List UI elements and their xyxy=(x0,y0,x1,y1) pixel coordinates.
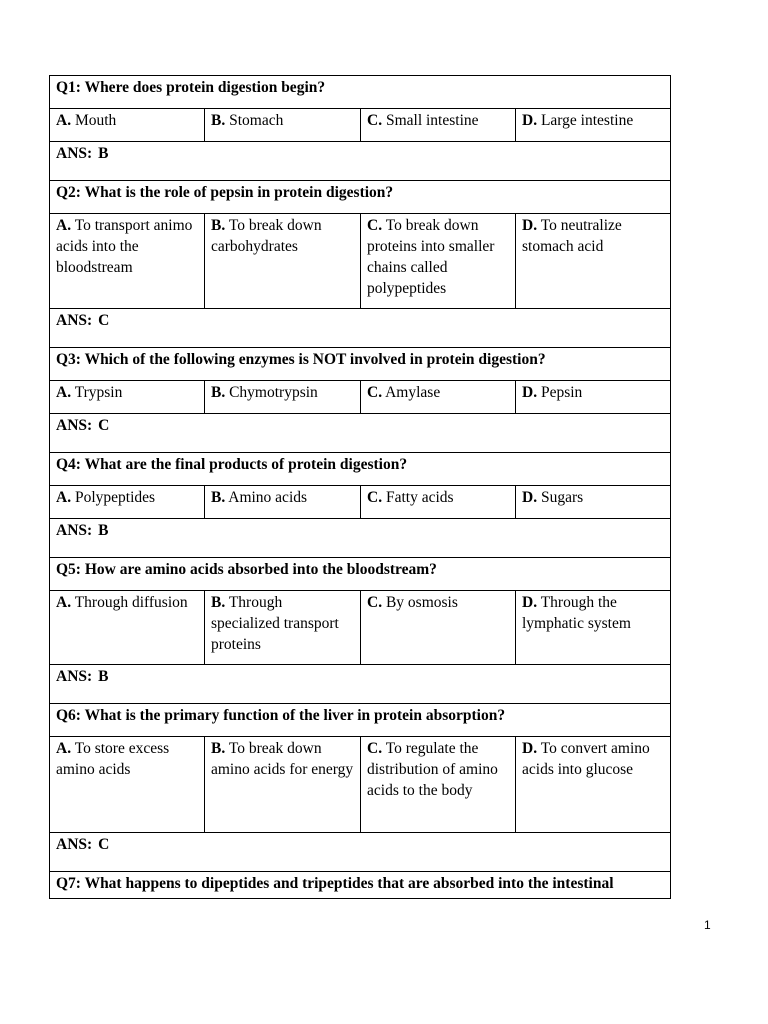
option-b: B. Through specialized transport proteins xyxy=(205,591,361,665)
option-a: A. To transport animo acids into the bloodstream xyxy=(50,214,205,309)
option-a: A. Mouth xyxy=(50,109,205,142)
question-text: Q7: What happens to dipeptides and tripeptides that are absorbed into the intestinal xyxy=(50,872,671,899)
options-row xyxy=(50,109,671,142)
option-a: A. Trypsin xyxy=(50,381,205,414)
options-row xyxy=(50,591,671,665)
option-b: B. To break down carbohydrates xyxy=(205,214,361,309)
option-b: B. Amino acids xyxy=(205,486,361,519)
option-d: D. To neutralize stomach acid xyxy=(516,214,671,309)
question-row xyxy=(50,453,671,486)
question-row xyxy=(50,872,671,899)
option-b: B. Stomach xyxy=(205,109,361,142)
option-c: C. Fatty acids xyxy=(361,486,516,519)
option-c: C. Small intestine xyxy=(361,109,516,142)
quiz-table xyxy=(49,75,671,899)
options-row xyxy=(50,486,671,519)
answer: ANS: B xyxy=(50,142,671,181)
option-b: B. To break down amino acids for energy xyxy=(205,737,361,833)
option-d: D. Through the lymphatic system xyxy=(516,591,671,665)
question-text: Q5: How are amino acids absorbed into the bloodstream? xyxy=(50,558,671,591)
question-text: Q6: What is the primary function of the liver in protein absorption? xyxy=(50,704,671,737)
option-c: C. By osmosis xyxy=(361,591,516,665)
option-c: C. Amylase xyxy=(361,381,516,414)
options-row xyxy=(50,214,671,309)
option-a: A. Through diffusion xyxy=(50,591,205,665)
question-text: Q2: What is the role of pepsin in protein digestion? xyxy=(50,181,671,214)
option-c: C. To break down proteins into smaller chains called polypeptides xyxy=(361,214,516,309)
option-b: B. Chymotrypsin xyxy=(205,381,361,414)
question-row xyxy=(50,348,671,381)
answer: ANS: C xyxy=(50,309,671,348)
answer-row xyxy=(50,414,671,453)
option-d: D. To convert amino acids into glucose xyxy=(516,737,671,833)
question-text: Q4: What are the final products of protein digestion? xyxy=(50,453,671,486)
options-row xyxy=(50,737,671,833)
page-number: 1 xyxy=(704,918,711,932)
options-row xyxy=(50,381,671,414)
option-c: C. To regulate the distribution of amino acids to the body xyxy=(361,737,516,833)
question-text: Q3: Which of the following enzymes is NOT involved in protein digestion? xyxy=(50,348,671,381)
option-d: D. Large intestine xyxy=(516,109,671,142)
answer-row xyxy=(50,309,671,348)
answer: ANS: C xyxy=(50,833,671,872)
option-d: D. Sugars xyxy=(516,486,671,519)
option-a: A. To store excess amino acids xyxy=(50,737,205,833)
question-text: Q1: Where does protein digestion begin? xyxy=(50,76,671,109)
answer: ANS: B xyxy=(50,519,671,558)
answer-row xyxy=(50,833,671,872)
answer-row xyxy=(50,142,671,181)
option-a: A. Polypeptides xyxy=(50,486,205,519)
question-row xyxy=(50,558,671,591)
question-row xyxy=(50,181,671,214)
question-row xyxy=(50,704,671,737)
option-d: D. Pepsin xyxy=(516,381,671,414)
answer: ANS: B xyxy=(50,665,671,704)
answer-row xyxy=(50,519,671,558)
question-row xyxy=(50,76,671,109)
answer: ANS: C xyxy=(50,414,671,453)
answer-row xyxy=(50,665,671,704)
